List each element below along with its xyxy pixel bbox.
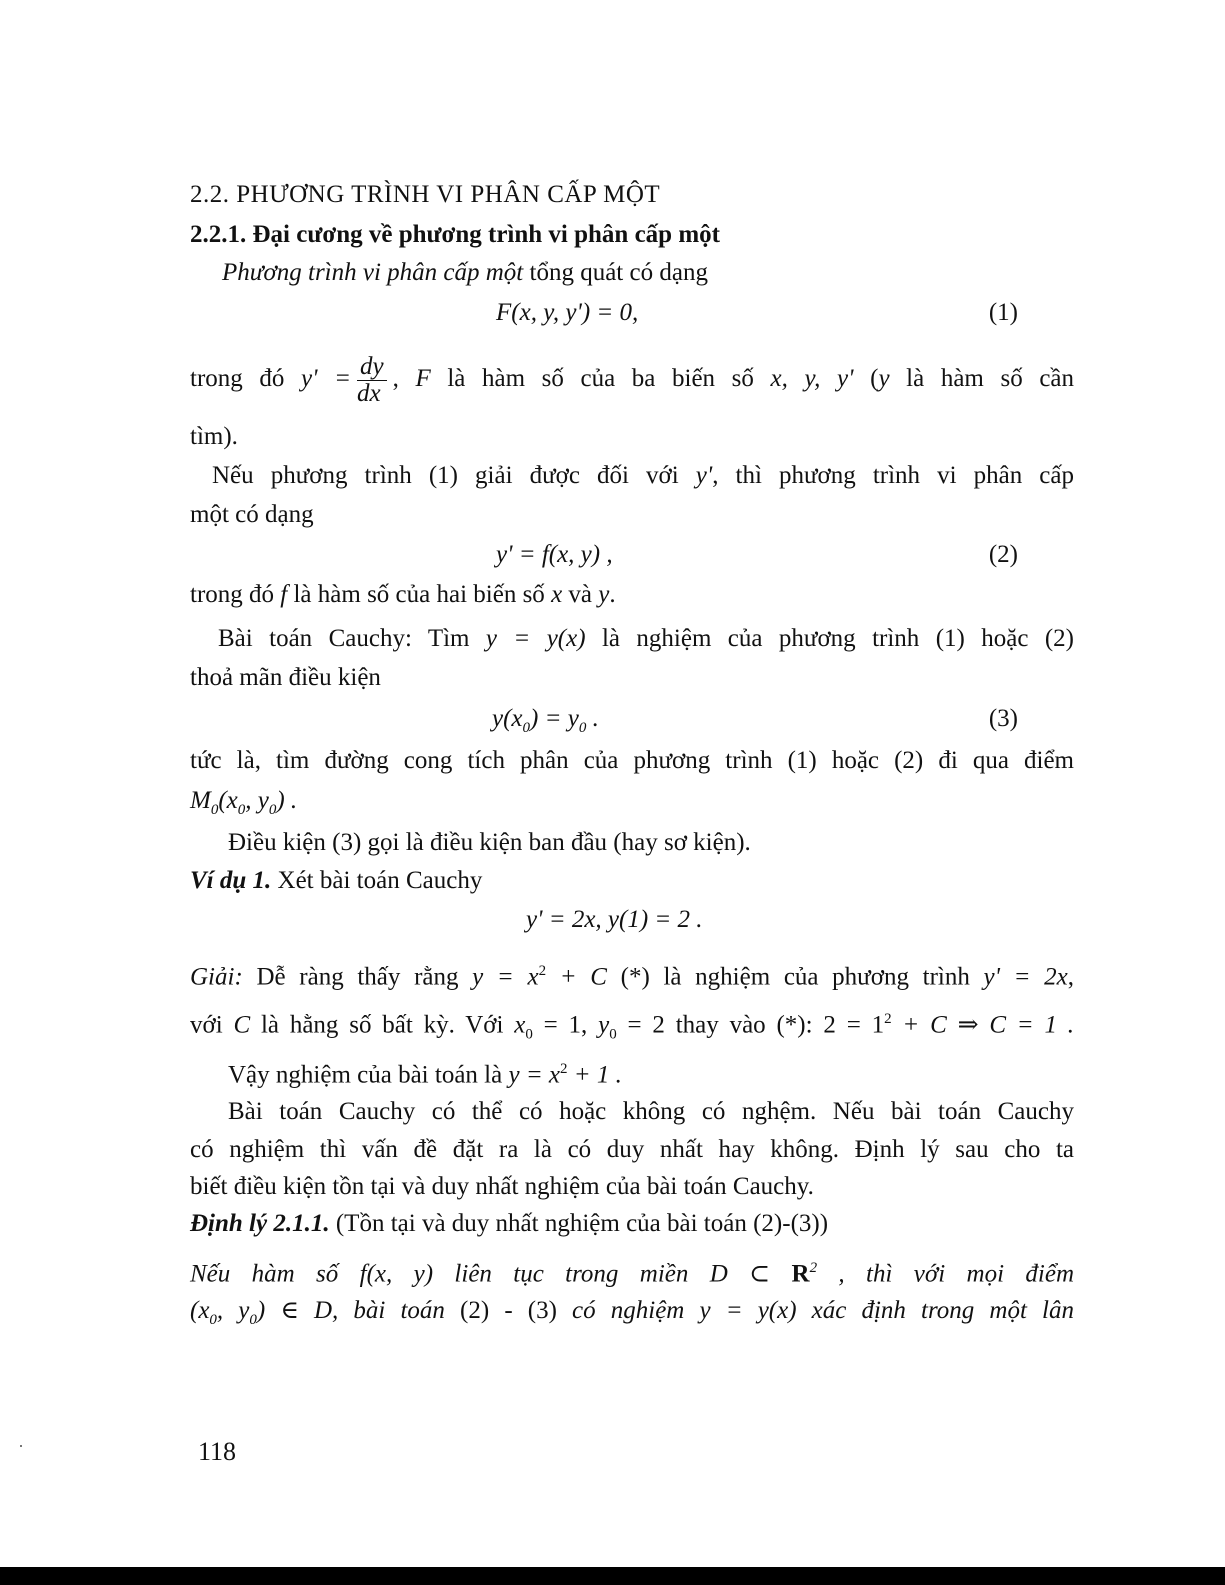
answer-line — [228, 1054, 1112, 1090]
para2-line1 — [212, 461, 1074, 491]
vars: x, y, y' — [770, 365, 854, 392]
th-l2f: có nghiệm — [556, 1297, 700, 1324]
eq3-lhs: y(x — [492, 705, 523, 732]
answer-f: y = x — [508, 1061, 561, 1089]
sol-f3: y' = 2x — [983, 963, 1068, 991]
x0-sub: 0 — [525, 1026, 533, 1043]
x-sub: 0 — [237, 802, 246, 818]
theorem-line2 — [190, 1296, 1074, 1335]
theorem-heading — [190, 1209, 1074, 1239]
sol-f1: y = x — [472, 963, 539, 991]
th-l1b: liên tục trong miền — [433, 1260, 710, 1288]
equation-1: F(x, y, y') = 0, — [496, 299, 639, 326]
theorem-label: Định lý 2.1.1. — [190, 1210, 330, 1237]
intro-line — [222, 258, 1074, 288]
th-l1c: , thì với mọi điểm — [817, 1260, 1075, 1288]
R-sq: 2 — [809, 1260, 818, 1276]
section-title: 2.2. PHƯƠNG TRÌNH VI PHÂN CẤP MỘT — [190, 181, 661, 208]
after-eq2-d: . — [609, 581, 616, 608]
solution-line2 — [190, 1004, 1074, 1049]
C-symbol: C — [233, 1011, 251, 1039]
cauchy-line2: thoả mãn điều kiện — [190, 664, 381, 691]
example-label: Ví dụ 1. — [190, 867, 272, 894]
equation-1-label: (1) — [988, 299, 1018, 326]
F-symbol: F — [415, 365, 431, 392]
where-lead: trong đó — [190, 365, 285, 392]
solution-c: , — [1067, 963, 1075, 991]
y0-sub: 0 — [609, 1026, 617, 1043]
frac-den: dx — [356, 379, 381, 407]
cauchy-sol: y = y(x) — [485, 625, 586, 652]
solution-b: (*) là nghiệm của phương trình — [606, 963, 984, 991]
point-close: ) . — [276, 787, 298, 814]
point-open: (x — [218, 787, 238, 814]
y-symbol: y — [878, 365, 890, 392]
y-prime: y' = — [301, 365, 351, 392]
comma: , — [392, 365, 399, 392]
sol-l2c: thay vào (*): — [664, 1011, 824, 1039]
unique-line2: có nghiệm thì vấn đề đặt ra là có duy nhất hay không. Định lý sau cho ta — [190, 1136, 1074, 1163]
eq3-mid: ) = y — [530, 705, 579, 732]
x0: x — [514, 1011, 526, 1039]
where-text2: ( — [853, 365, 879, 392]
th-l2a: (x — [190, 1297, 210, 1324]
answer-a: Vậy nghiệm của bài toán là — [228, 1061, 509, 1089]
th-l2s0: 0 — [209, 1312, 217, 1328]
cauchy-line1 — [218, 624, 1074, 654]
curve-line1: tức là, tìm đường cong tích phân của phương trình (1) hoặc (2) đi qua điểm — [190, 747, 1074, 774]
after-eq2-c: và — [562, 581, 599, 608]
cauchy-b: là nghiệm của phương trình (1) hoặc (2) — [585, 625, 1074, 652]
x0-val: = 1, — [532, 1011, 599, 1039]
th-l1a: Nếu hàm số — [190, 1260, 360, 1288]
calc2: + C ⇒ C = 1 . — [891, 1011, 1075, 1039]
x-symbol: x — [551, 581, 563, 608]
example-equation: y' = 2x, y(1) = 2 . — [526, 906, 703, 933]
after-eq2-a: trong đó — [190, 581, 281, 608]
eq3-end: . — [586, 705, 599, 732]
f-symbol: f — [280, 581, 288, 608]
theorem-title: (Tồn tại và duy nhất nghiệm của bài toán (2)-(3)) — [329, 1210, 829, 1237]
th-l2h: xác định trong một lân — [796, 1297, 1074, 1324]
equation-2-label: (2) — [988, 541, 1018, 568]
th-l2c: ) ∈ D — [256, 1297, 333, 1324]
where-text1: là hàm số của ba biến số — [430, 365, 771, 392]
eq3-sub0: 0 — [522, 720, 531, 736]
calc: 2 = 1 — [823, 1011, 885, 1039]
R-symbol: R — [791, 1260, 810, 1288]
sol-l2a: với — [190, 1011, 234, 1039]
equation-2: y' = f(x, y) , — [496, 541, 613, 568]
point-comma: , y — [245, 787, 269, 814]
th-l1f: f(x, y) — [359, 1260, 434, 1288]
th-l1D: D ⊂ — [709, 1260, 792, 1288]
y-prime-2: y' — [695, 462, 713, 489]
answer-f2: + 1 . — [567, 1061, 622, 1089]
unique-line3: biết điều kiện tồn tại và duy nhất nghiệm của bài toán Cauchy. — [190, 1173, 814, 1200]
answer-sq: 2 — [560, 1061, 568, 1077]
where-line — [190, 346, 1074, 412]
M-sub: 0 — [210, 802, 219, 818]
y0: y — [598, 1011, 610, 1039]
cauchy-a: Bài toán Cauchy: Tìm — [218, 625, 486, 652]
equation-3 — [492, 704, 599, 743]
sol-f2: + C — [546, 963, 607, 991]
frac-num: dy — [357, 354, 387, 381]
after-eq2 — [190, 580, 1074, 610]
th-l2e: (2) - (3) — [460, 1297, 557, 1324]
unique-line1: Bài toán Cauchy có thể có hoặc không có nghệm. Nếu bài toán Cauchy — [228, 1098, 1074, 1125]
example-heading — [190, 866, 1074, 896]
y0-val: = 2 — [616, 1011, 665, 1039]
subsection-title: 2.2.1. Đại cương về phương trình vi phân cấp một — [190, 221, 720, 248]
term: Phương trình vi phân cấp một — [222, 259, 524, 286]
y-sub: 0 — [268, 802, 277, 818]
where-cont: tìm). — [190, 423, 238, 450]
solution-line1 — [190, 956, 1074, 992]
scan-bottom-edge — [0, 1567, 1225, 1585]
para2-a: Nếu phương trình (1) giải được đối với — [212, 462, 696, 489]
sol-sq: 2 — [538, 963, 547, 979]
th-l2b: , y — [216, 1297, 250, 1324]
para2-line2: một có dạng — [190, 501, 314, 528]
where-text3: là hàm số cần — [889, 365, 1075, 392]
curve-point — [190, 786, 1074, 825]
M-symbol: M — [190, 787, 211, 814]
th-l2s1: 0 — [249, 1312, 257, 1328]
eq3-sub1: 0 — [578, 720, 587, 736]
intro-rest: tổng quát có dạng — [523, 259, 708, 286]
y-symbol-2: y — [598, 581, 610, 608]
initial-condition: Điều kiện (3) gọi là điều kiện ban đầu (hay sơ kiện). — [228, 829, 751, 856]
calc-sq: 2 — [884, 1011, 892, 1027]
scan-speck — [20, 1445, 22, 1447]
after-eq2-b: là hàm số của hai biến số — [287, 581, 552, 608]
page-number: 118 — [198, 1437, 237, 1466]
theorem-line1 — [190, 1253, 1074, 1289]
example-text: Xét bài toán Cauchy — [271, 867, 483, 894]
solution-label: Giải: — [190, 963, 243, 991]
fraction-dy-dx — [357, 354, 387, 407]
solution-a: Dễ ràng thấy rằng — [242, 963, 473, 991]
th-l2g: y = y(x) — [699, 1297, 797, 1324]
th-l2d: , bài toán — [332, 1297, 461, 1324]
sol-l2b: là hằng số bất kỳ. Với — [250, 1011, 515, 1039]
para2-b: , thì phương trình vi phân cấp — [712, 462, 1074, 489]
equation-3-label: (3) — [988, 705, 1018, 732]
